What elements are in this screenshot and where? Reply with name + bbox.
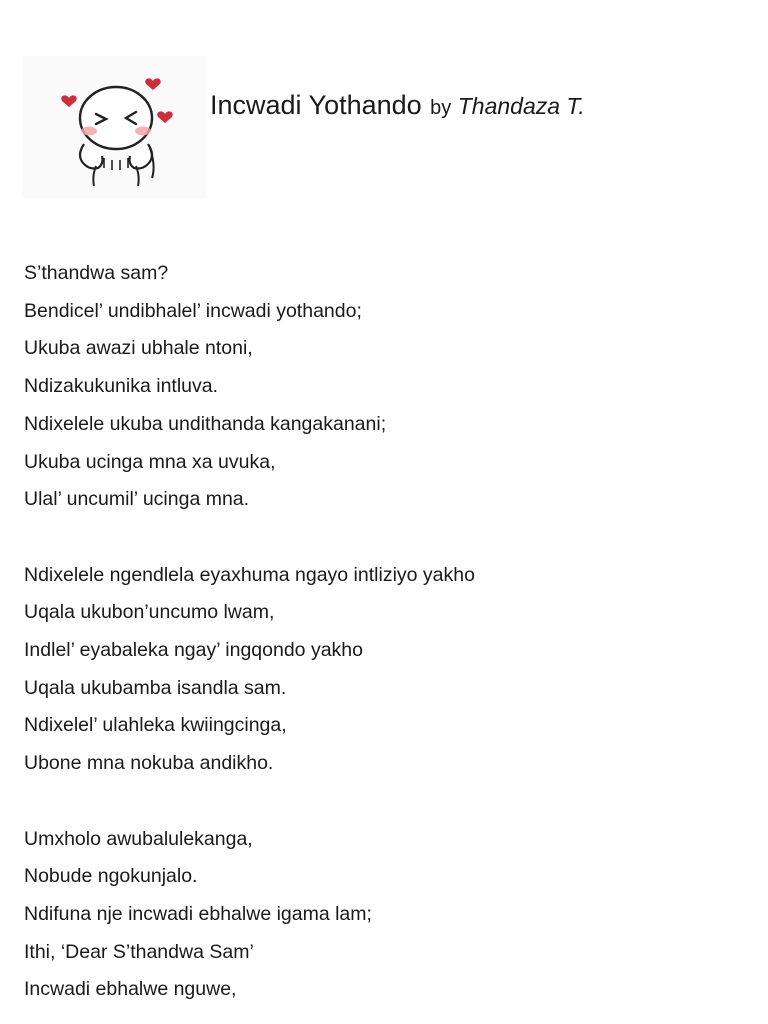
heart-icon [157,111,172,123]
poem-line: Uqala ukubamba isandla sam. [24,676,287,699]
by-label: by [430,97,452,119]
title-line [210,90,585,121]
stanza-gap [24,783,744,821]
poem-header [22,56,746,198]
poem-title: Incwadi Yothando [210,90,422,120]
stanza-3 [24,821,744,1010]
poem-line: Ndixelele ngendlela eyaxhuma ngayo intliziyo yakho [24,563,475,586]
poem-line: Umxholo awubalulekanga, [24,827,253,850]
poem-line: Indlel’ eyabaleka ngay’ ingqondo yakho [24,639,363,662]
sticker-image [22,56,206,198]
poem-line: Ithi, ‘Dear S’thandwa Sam’ [24,940,254,963]
poem-line: Bendicel’ undibhalel’ incwadi yothando; [24,299,362,322]
heart-icon [145,78,160,90]
poem-line: Ndizakukunika intluva. [24,375,219,398]
poem-line: S’thandwa sam? [24,262,169,284]
author-name: Thandaza T. [457,93,585,119]
poem-line: Ubone mna nokuba andikho. [24,752,274,775]
poem-line: Ndixelel’ ulahleka kwiingcinga, [24,714,287,737]
stanza-1 [24,255,744,519]
stanza-2 [24,557,744,783]
poem-line: Ukuba ucinga mna xa uvuka, [24,450,276,473]
heart-icon [61,95,76,107]
poem-line: Ndifuna nje incwadi ebhalwe igama lam; [24,902,372,925]
poem-body [24,255,744,1009]
poem-line: Nobude ngokunjalo. [24,865,198,888]
poem-line: Ulal’ uncumil’ ucinga mna. [24,488,250,511]
poem-line: Ndixelele ukuba undithanda kangakanani; [24,412,387,435]
poem-line: Incwadi ebhalwe nguwe, [24,978,237,1001]
poem-line: Uqala ukubon’uncumo lwam, [24,601,275,624]
poem-line: Ukuba awazi ubhale ntoni, [24,337,253,360]
stanza-gap [24,519,744,557]
shy-face-hearts-icon [22,56,206,198]
